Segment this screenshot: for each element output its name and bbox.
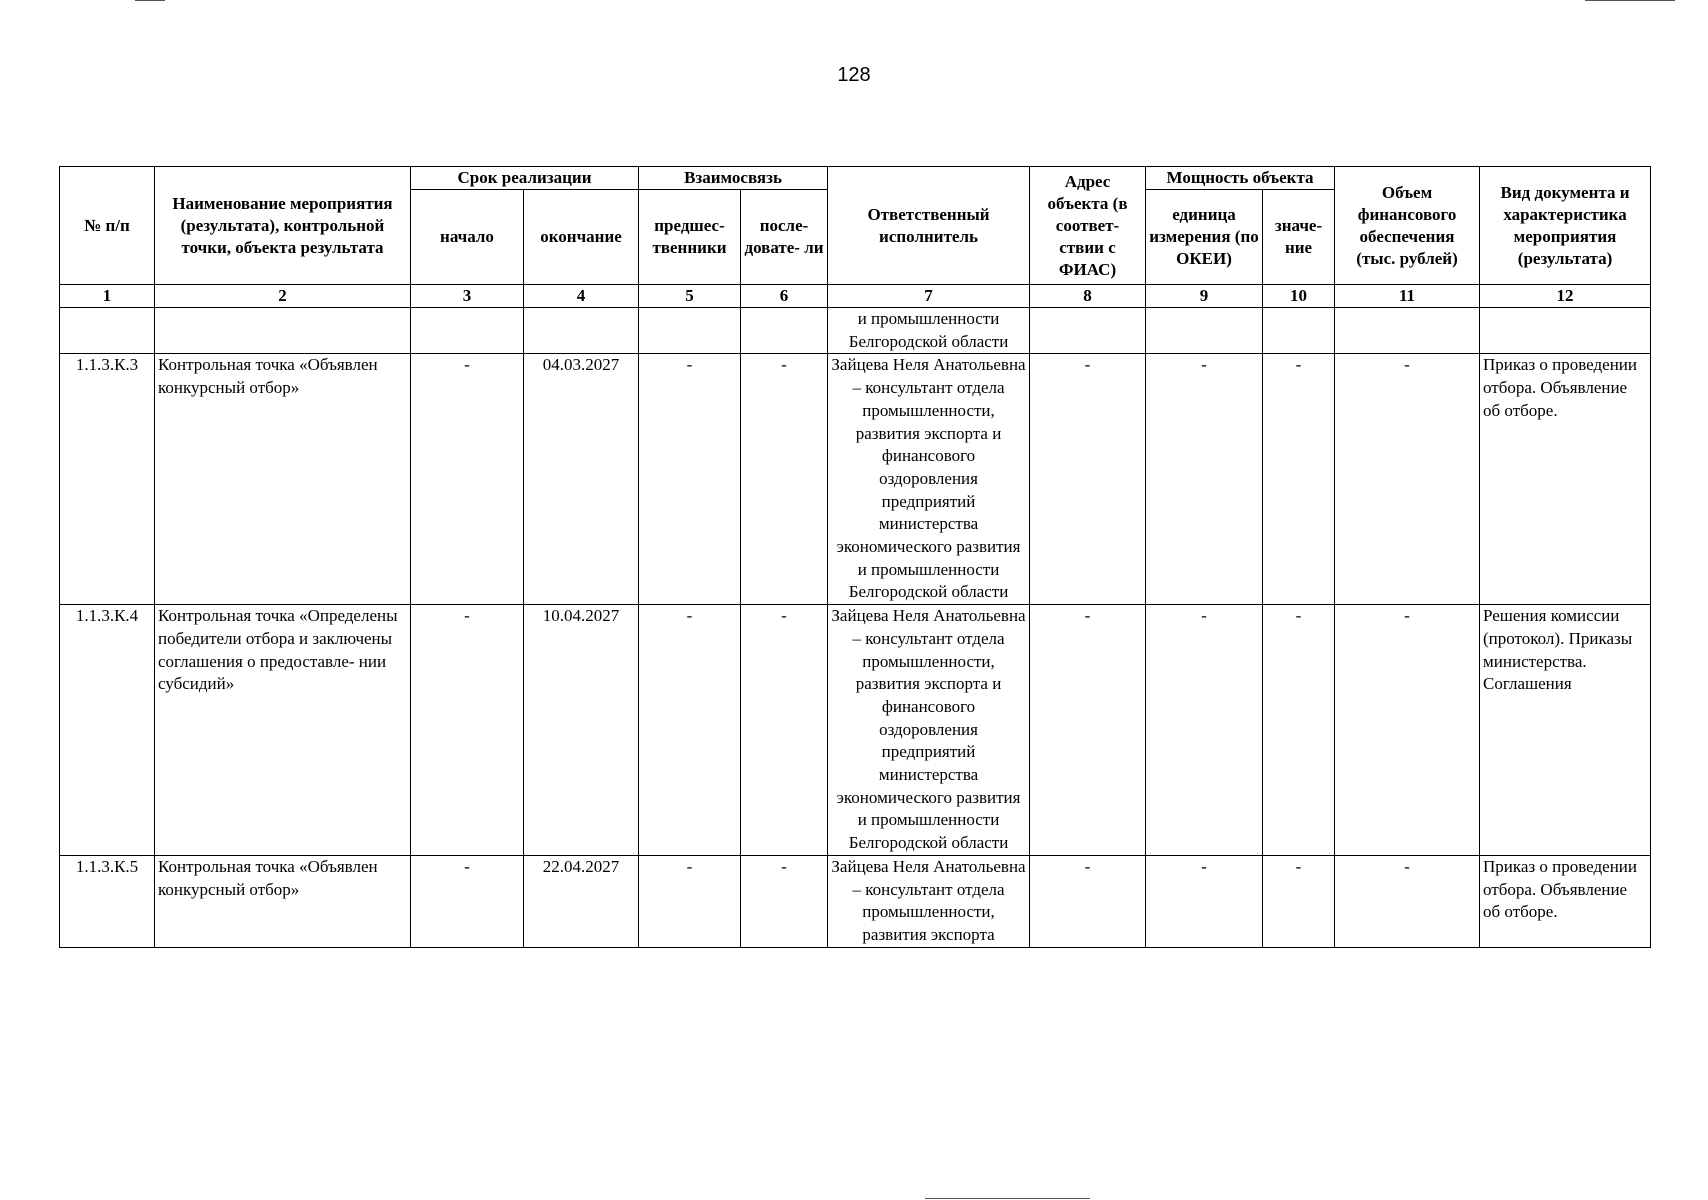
value-cell: - bbox=[1263, 855, 1335, 947]
document-cell: Приказ о проведении отбора. Объявление об отборе. bbox=[1480, 354, 1651, 605]
column-number: 2 bbox=[155, 285, 411, 308]
table-row bbox=[60, 354, 1651, 605]
unit-cell: - bbox=[1146, 354, 1263, 605]
row-number-cell: 1.1.3.К.3 bbox=[60, 354, 155, 605]
name-cell: Контрольная точка «Объявлен конкурсный отбор» bbox=[155, 354, 411, 605]
column-number: 9 bbox=[1146, 285, 1263, 308]
name-cell: Контрольная точка «Объявлен конкурсный отбор» bbox=[155, 855, 411, 947]
table-row bbox=[60, 855, 1651, 947]
end-cell: 04.03.2027 bbox=[524, 354, 639, 605]
header-unit: единица измерения (по ОКЕИ) bbox=[1146, 190, 1263, 285]
column-number: 7 bbox=[828, 285, 1030, 308]
successors-cell: - bbox=[741, 855, 828, 947]
finance-cell: - bbox=[1335, 855, 1480, 947]
predecessors-cell: - bbox=[639, 855, 741, 947]
row-number-cell: 1.1.3.К.4 bbox=[60, 605, 155, 856]
document-cell: Решения комиссии (протокол). Приказы министерства. Соглашения bbox=[1480, 605, 1651, 856]
header-num: № п/п bbox=[60, 167, 155, 285]
end-cell: 22.04.2027 bbox=[524, 855, 639, 947]
header-start: начало bbox=[411, 190, 524, 285]
header-group-capacity: Мощность объекта bbox=[1146, 167, 1335, 190]
page-number: 128 bbox=[837, 64, 871, 86]
row-number-cell: 1.1.3.К.5 bbox=[60, 855, 155, 947]
column-number: 1 bbox=[60, 285, 155, 308]
address-cell: - bbox=[1030, 354, 1146, 605]
address-cell: - bbox=[1030, 855, 1146, 947]
responsible-cell: Зайцева Неля Анатольевна – консультант отдела промышленности, развития экспорта и финансового оздоровления предприятий министерства экономического развития и промышленности Белгородской области bbox=[828, 354, 1030, 605]
column-number: 12 bbox=[1480, 285, 1651, 308]
column-number: 8 bbox=[1030, 285, 1146, 308]
header-address: Адрес объекта (в соответ- ствии с ФИАС) bbox=[1030, 167, 1146, 285]
header-document: Вид документа и характеристика мероприятия (результата) bbox=[1480, 167, 1651, 285]
successors-cell: - bbox=[741, 605, 828, 856]
header-group-term: Срок реализации bbox=[411, 167, 639, 190]
column-number: 5 bbox=[639, 285, 741, 308]
column-number: 10 bbox=[1263, 285, 1335, 308]
header-predecessors: предшес- твенники bbox=[639, 190, 741, 285]
header-end: окончание bbox=[524, 190, 639, 285]
header-responsible: Ответственный исполнитель bbox=[828, 167, 1030, 285]
successors-cell: - bbox=[741, 354, 828, 605]
value-cell: - bbox=[1263, 354, 1335, 605]
table-header bbox=[60, 167, 1651, 308]
start-cell: - bbox=[411, 855, 524, 947]
header-value: значе- ние bbox=[1263, 190, 1335, 285]
column-number: 3 bbox=[411, 285, 524, 308]
responsible-cell: Зайцева Неля Анатольевна – консультант отдела промышленности, развития экспорта и финансового оздоровления предприятий министерства экономического развития и промышленности Белгородской области bbox=[828, 605, 1030, 856]
bottom-rule bbox=[925, 1198, 1090, 1199]
table-row bbox=[60, 605, 1651, 856]
finance-cell: - bbox=[1335, 605, 1480, 856]
value-cell: - bbox=[1263, 605, 1335, 856]
responsible-cell: и промышленности Белгородской области bbox=[828, 308, 1030, 354]
header-name: Наименование мероприятия (результата), контрольной точки, объекта результата bbox=[155, 167, 411, 285]
column-number: 11 bbox=[1335, 285, 1480, 308]
address-cell: - bbox=[1030, 605, 1146, 856]
start-cell: - bbox=[411, 605, 524, 856]
header-group-link: Взаимосвязь bbox=[639, 167, 828, 190]
column-numbers-row bbox=[60, 285, 1651, 308]
header-successors: после- довате- ли bbox=[741, 190, 828, 285]
predecessors-cell: - bbox=[639, 605, 741, 856]
column-number: 6 bbox=[741, 285, 828, 308]
start-cell: - bbox=[411, 354, 524, 605]
top-rule-left bbox=[135, 0, 165, 1]
header-finance: Объем финансового обеспечения (тыс. рублей) bbox=[1335, 167, 1480, 285]
end-cell: 10.04.2027 bbox=[524, 605, 639, 856]
document-cell: Приказ о проведении отбора. Объявление об отборе. bbox=[1480, 855, 1651, 947]
column-number: 4 bbox=[524, 285, 639, 308]
finance-cell: - bbox=[1335, 354, 1480, 605]
predecessors-cell: - bbox=[639, 354, 741, 605]
plan-table bbox=[59, 166, 1651, 948]
responsible-cell: Зайцева Неля Анатольевна – консультант отдела промышленности, развития экспорта bbox=[828, 855, 1030, 947]
top-rule-right bbox=[1585, 0, 1675, 1]
name-cell: Контрольная точка «Определены победители отбора и заключены соглашения о предоставле- нии субсидий» bbox=[155, 605, 411, 856]
unit-cell: - bbox=[1146, 605, 1263, 856]
table-row-continuation bbox=[60, 308, 1651, 354]
unit-cell: - bbox=[1146, 855, 1263, 947]
